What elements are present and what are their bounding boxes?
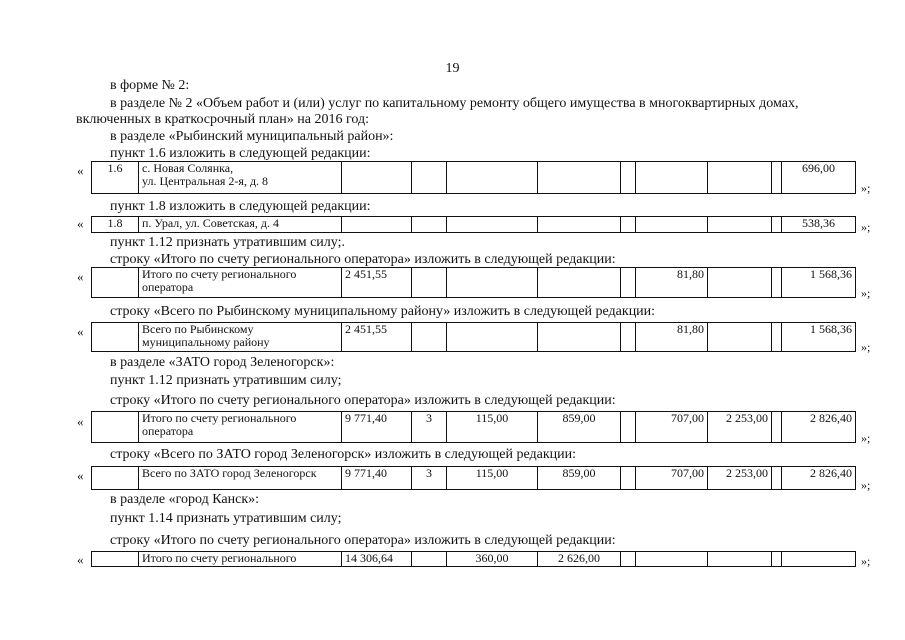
table-row-1-8 (91, 216, 856, 233)
cell-value: 2 626,00 (538, 552, 621, 567)
cell-value: 3 (412, 412, 447, 443)
cell-value: 81,80 (636, 268, 708, 298)
cell-value: 2 253,00 (708, 412, 772, 443)
cell-empty (621, 162, 636, 194)
instruction-zato-vsego: строку «Всего по ЗАТО город Зеленогорск» изложить в следующей редакции: (110, 447, 577, 462)
cell-value: 538,36 (782, 217, 856, 233)
quote-close: »; (861, 220, 871, 234)
instruction-rybinsk-itogo: строку «Итого по счету регионального оператора» изложить в следующей редакции: (110, 252, 616, 267)
cell-empty (636, 552, 708, 567)
cell-empty (621, 217, 636, 233)
table-row-zato-itogo (91, 411, 856, 443)
quote-open: « (77, 216, 84, 231)
cell-value: 2 253,00 (708, 467, 772, 490)
instruction-zato-itogo: строку «Итого по счету регионального оператора» изложить в следующей редакции: (110, 393, 616, 408)
section-zato: в разделе «ЗАТО город Зеленогорск»: (110, 355, 335, 370)
row-label (139, 268, 342, 298)
cell-empty (621, 412, 636, 443)
cell-empty (621, 467, 636, 490)
table-row-1-6 (91, 161, 856, 194)
cell-empty (412, 268, 447, 298)
cell-empty (621, 323, 636, 352)
cell-empty (92, 268, 139, 298)
row-label-line2: оператора (142, 424, 194, 438)
row-label: Итого по счету регионального (139, 552, 342, 567)
cell-value: 859,00 (538, 467, 621, 490)
cell-empty (538, 217, 621, 233)
row-label: Всего по ЗАТО город Зеленогорск (139, 467, 342, 490)
quote-close: »; (861, 181, 871, 195)
row-label-line1: Итого по счету регионального (142, 267, 297, 281)
cell-empty (772, 268, 782, 298)
cell-empty (636, 217, 708, 233)
cell-empty (342, 162, 412, 194)
cell-value: 360,00 (447, 552, 538, 567)
cell-empty (538, 268, 621, 298)
cell-total: 14 306,64 (342, 552, 412, 567)
instruction-kansk-itogo: строку «Итого по счету регионального оператора» изложить в следующей редакции: (110, 533, 616, 548)
row-label-line1: Итого по счету регионального (142, 411, 297, 425)
cell-value: 81,80 (636, 323, 708, 352)
table-row-zato-vsego (91, 466, 856, 490)
quote-open: « (77, 552, 84, 567)
quote-open: « (77, 414, 84, 429)
cell-empty (772, 162, 782, 194)
quote-open: « (77, 468, 84, 483)
cell-empty (708, 323, 772, 352)
cell-empty (412, 323, 447, 352)
cell-empty (92, 552, 139, 567)
cell-empty (636, 162, 708, 194)
cell-empty (92, 467, 139, 490)
row-number: 1.6 (92, 162, 139, 194)
cell-total: 2 451,55 (342, 323, 412, 352)
table-row-rybinsk-vsego (91, 322, 856, 352)
cell-empty (447, 162, 538, 194)
instruction-p1-12-rybinsk: пункт 1.12 признать утратившим силу;. (110, 235, 345, 250)
instruction-rybinsk-vsego: строку «Всего по Рыбинскому муниципальному району» изложить в следующей редакции: (110, 304, 656, 319)
cell-empty (772, 467, 782, 490)
instruction-p1-8: пункт 1.8 изложить в следующей редакции: (110, 199, 371, 214)
cell-empty (708, 217, 772, 233)
page-number: 19 (445, 61, 460, 76)
cell-value: 2 826,40 (782, 467, 856, 490)
row-label-line2: оператора (142, 280, 194, 294)
row-label-line2: муниципальному району (142, 335, 270, 349)
section-kansk: в разделе «город Канск»: (110, 492, 260, 507)
instruction-p1-6: пункт 1.6 изложить в следующей редакции: (110, 146, 371, 161)
cell-value: 2 826,40 (782, 412, 856, 443)
quote-open: « (77, 269, 84, 284)
cell-empty (538, 162, 621, 194)
quote-close: »; (861, 340, 871, 354)
cell-empty (412, 552, 447, 567)
section-rybinsk: в разделе «Рыбинский муниципальный район»: (110, 129, 394, 144)
cell-empty (412, 217, 447, 233)
row-address: п. Урал, ул. Советская, д. 4 (139, 217, 342, 233)
cell-empty (782, 552, 856, 567)
section-heading-line1: в разделе № 2 «Объем работ и (или) услуг по капитальному ремонту общего имущества в многоквартирных домах, (110, 96, 799, 111)
table-row-rybinsk-itogo (91, 267, 856, 298)
cell-empty (92, 323, 139, 352)
row-number: 1.8 (92, 217, 139, 233)
row-address-line1: с. Новая Солянка, (142, 161, 234, 175)
cell-empty (708, 268, 772, 298)
cell-value: 1 568,36 (782, 268, 856, 298)
quote-close: »; (861, 554, 871, 568)
table-row-kansk-itogo (91, 551, 856, 567)
quote-open: « (77, 324, 84, 339)
cell-empty (621, 268, 636, 298)
cell-empty (772, 412, 782, 443)
quote-close: »; (861, 431, 871, 445)
form-heading: в форме № 2: (110, 78, 190, 93)
instruction-p1-14: пункт 1.14 признать утратившим силу; (110, 511, 342, 526)
cell-empty (772, 323, 782, 352)
cell-total: 2 451,55 (342, 268, 412, 298)
cell-value: 707,00 (636, 412, 708, 443)
cell-total: 9 771,40 (342, 467, 412, 490)
cell-value: 1 568,36 (782, 323, 856, 352)
cell-empty (447, 217, 538, 233)
quote-close: »; (861, 286, 871, 300)
section-heading-line2: включенных в краткосрочный план» на 2016 год: (76, 112, 369, 127)
cell-total: 9 771,40 (342, 412, 412, 443)
cell-value: 115,00 (447, 412, 538, 443)
cell-value: 696,00 (782, 162, 856, 194)
row-label (139, 412, 342, 443)
cell-empty (538, 323, 621, 352)
cell-empty (92, 412, 139, 443)
row-label (139, 323, 342, 352)
row-label-line1: Всего по Рыбинскому (142, 322, 254, 336)
cell-empty (708, 552, 772, 567)
cell-value: 707,00 (636, 467, 708, 490)
quote-close: »; (861, 478, 871, 492)
cell-empty (708, 162, 772, 194)
row-address (139, 162, 342, 194)
cell-empty (772, 552, 782, 567)
quote-open: « (77, 163, 84, 178)
cell-value: 115,00 (447, 467, 538, 490)
cell-empty (412, 162, 447, 194)
cell-value: 3 (412, 467, 447, 490)
cell-empty (772, 217, 782, 233)
cell-empty (447, 323, 538, 352)
cell-empty (447, 268, 538, 298)
row-address-line2: ул. Центральная 2-я, д. 8 (142, 174, 269, 188)
instruction-p1-12-zato: пункт 1.12 признать утратившим силу; (110, 373, 342, 388)
cell-empty (342, 217, 412, 233)
cell-value: 859,00 (538, 412, 621, 443)
cell-empty (621, 552, 636, 567)
